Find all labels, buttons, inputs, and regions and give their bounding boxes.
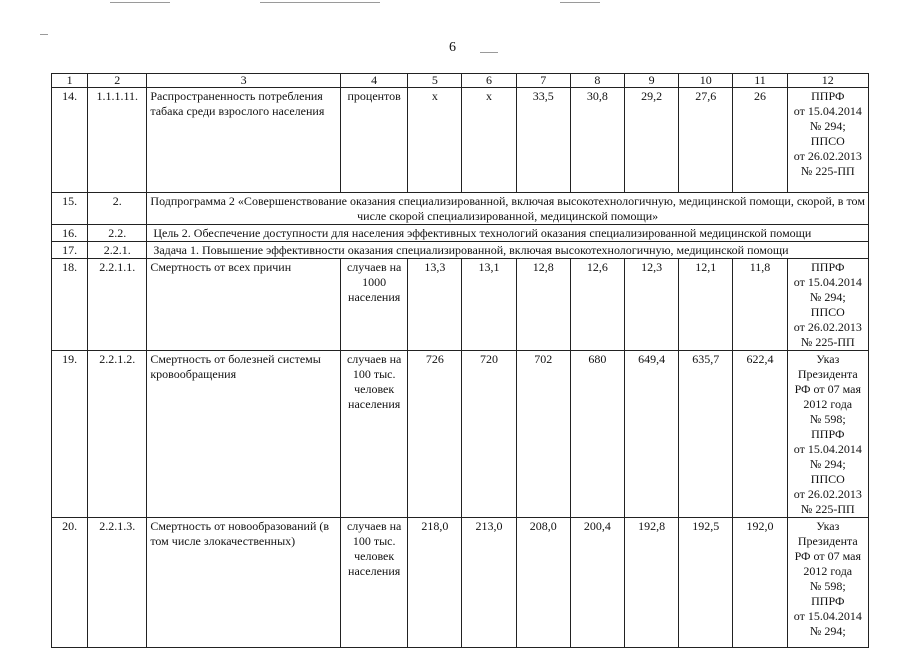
source-line: № 294; — [809, 119, 846, 133]
header-cell: 7 — [516, 74, 570, 88]
source-line: от 26.02.2013 — [793, 320, 862, 334]
row-code: 2.2.1.1. — [88, 259, 147, 351]
header-cell: 8 — [570, 74, 624, 88]
source-line: РФ от 07 мая — [794, 549, 861, 563]
value-cell: 11,8 — [733, 259, 787, 351]
header-cell: 3 — [147, 74, 341, 88]
table-row — [52, 225, 869, 242]
value-cell: 208,0 — [516, 518, 570, 648]
unit-line: населения — [348, 290, 401, 304]
value-cell: х — [462, 88, 516, 193]
value-cell: 30,8 — [570, 88, 624, 193]
value-cell: 622,4 — [733, 351, 787, 518]
source-line: № 294; — [809, 290, 846, 304]
scan-mark — [560, 2, 600, 3]
value-cell: 702 — [516, 351, 570, 518]
unit-line: 100 тыс. — [352, 367, 396, 381]
header-row — [52, 74, 869, 88]
table-row — [52, 193, 869, 225]
source-line: № 225-ПП — [800, 502, 855, 516]
value-cell: 27,6 — [679, 88, 733, 193]
row-number: 19. — [52, 351, 88, 518]
row-code: 2.2.1.2. — [88, 351, 147, 518]
source-line: ППРФ — [811, 427, 845, 441]
source-line: 2012 года — [803, 397, 853, 411]
source-cell — [787, 351, 868, 518]
value-cell: 192,0 — [733, 518, 787, 648]
unit-line: случаев на — [346, 352, 402, 366]
header-cell: 9 — [625, 74, 679, 88]
source-line: Президента — [797, 534, 858, 548]
page-number: 6 — [449, 40, 456, 55]
unit: процентов — [341, 88, 408, 193]
row-number: 16. — [52, 225, 88, 242]
value-cell: 12,6 — [570, 259, 624, 351]
unit-line: населения — [348, 564, 401, 578]
row-number: 15. — [52, 193, 88, 225]
value-cell: 33,5 — [516, 88, 570, 193]
header-cell: 4 — [341, 74, 408, 88]
value-cell: 680 — [570, 351, 624, 518]
indicator-name: Распространенность потребления табака среди взрослого населения — [147, 88, 341, 193]
header-cell: 5 — [408, 74, 462, 88]
value-cell: 200,4 — [570, 518, 624, 648]
table-row — [52, 518, 869, 648]
row-code: 2.2.1. — [88, 242, 147, 259]
indicator-name: Смертность от всех причин — [147, 259, 341, 351]
source-line: № 294; — [809, 624, 846, 638]
source-cell — [787, 88, 868, 193]
table-row — [52, 259, 869, 351]
value-cell: 720 — [462, 351, 516, 518]
value-cell: х — [408, 88, 462, 193]
row-number: 17. — [52, 242, 88, 259]
header-cell: 11 — [733, 74, 787, 88]
scan-mark — [40, 34, 48, 35]
row-code: 2. — [88, 193, 147, 225]
source-line: Президента — [797, 367, 858, 381]
value-cell: 192,5 — [679, 518, 733, 648]
value-cell: 649,4 — [625, 351, 679, 518]
table-row — [52, 351, 869, 518]
source-line: № 598; — [809, 412, 846, 426]
row-number: 20. — [52, 518, 88, 648]
scan-mark — [110, 2, 170, 3]
unit-line: случаев на — [346, 260, 402, 274]
row-code: 1.1.1.11. — [88, 88, 147, 193]
row-number: 18. — [52, 259, 88, 351]
unit — [341, 351, 408, 518]
source-line: 2012 года — [803, 564, 853, 578]
source-line: от 15.04.2014 — [793, 104, 862, 118]
value-cell: 13,3 — [408, 259, 462, 351]
value-cell: 192,8 — [625, 518, 679, 648]
value-cell: 12,8 — [516, 259, 570, 351]
source-cell — [787, 259, 868, 351]
value-cell: 13,1 — [462, 259, 516, 351]
source-line: № 598; — [809, 579, 846, 593]
source-cell — [787, 518, 868, 648]
row-code: 2.2.1.3. — [88, 518, 147, 648]
row-number: 14. — [52, 88, 88, 193]
table-row — [52, 242, 869, 259]
value-cell: 218,0 — [408, 518, 462, 648]
unit — [341, 518, 408, 648]
source-line: ППРФ — [811, 89, 845, 103]
source-line: ППСО — [810, 305, 845, 319]
source-line: ППСО — [810, 134, 845, 148]
unit-line: человек — [354, 549, 395, 563]
source-line: от 15.04.2014 — [793, 442, 862, 456]
header-cell: 1 — [52, 74, 88, 88]
source-line: РФ от 07 мая — [794, 382, 861, 396]
unit-line: населения — [348, 397, 401, 411]
indicator-name: Смертность от болезней системы кровообращения — [147, 351, 341, 518]
source-line: от 26.02.2013 — [793, 487, 862, 501]
value-cell: 12,3 — [625, 259, 679, 351]
source-line: № 225-ПП — [800, 164, 855, 178]
unit-line: случаев на — [346, 519, 402, 533]
value-cell: 213,0 — [462, 518, 516, 648]
scan-mark — [260, 2, 380, 3]
task-title: Задача 1. Повышение эффективности оказания специализированной, включая высокотехнологичную, медицинской помощи — [147, 242, 869, 259]
source-line: Указ — [816, 519, 840, 533]
value-cell: 26 — [733, 88, 787, 193]
header-cell: 12 — [787, 74, 868, 88]
table-row — [52, 88, 869, 193]
value-cell: 29,2 — [625, 88, 679, 193]
goal-title: Цель 2. Обеспечение доступности для населения эффективных технологий оказания специализированной медицинской помощи — [147, 225, 869, 242]
header-cell: 2 — [88, 74, 147, 88]
source-line: от 15.04.2014 — [793, 275, 862, 289]
value-cell: 726 — [408, 351, 462, 518]
header-cell: 10 — [679, 74, 733, 88]
unit-line: 1000 — [362, 275, 387, 289]
header-cell: 6 — [462, 74, 516, 88]
source-line: от 26.02.2013 — [793, 149, 862, 163]
unit-line: 100 тыс. — [352, 534, 396, 548]
indicators-table — [51, 73, 869, 648]
subprogram-title: Подпрограмма 2 «Совершенствование оказания специализированной, включая высокотехнологичную, медицинской помощи, скорой, в том числе скорой специализированной, медицинской помощи» — [147, 193, 869, 225]
source-line: Указ — [816, 352, 840, 366]
source-line: ППРФ — [811, 594, 845, 608]
row-code: 2.2. — [88, 225, 147, 242]
source-line: ППСО — [810, 472, 845, 486]
source-line: № 294; — [809, 457, 846, 471]
source-line: ППРФ — [811, 260, 845, 274]
indicator-name: Смертность от новообразований (в том числе злокачественных) — [147, 518, 341, 648]
unit-line: человек — [354, 382, 395, 396]
value-cell: 635,7 — [679, 351, 733, 518]
source-line: от 15.04.2014 — [793, 609, 862, 623]
unit — [341, 259, 408, 351]
value-cell: 12,1 — [679, 259, 733, 351]
source-line: № 225-ПП — [800, 335, 855, 349]
